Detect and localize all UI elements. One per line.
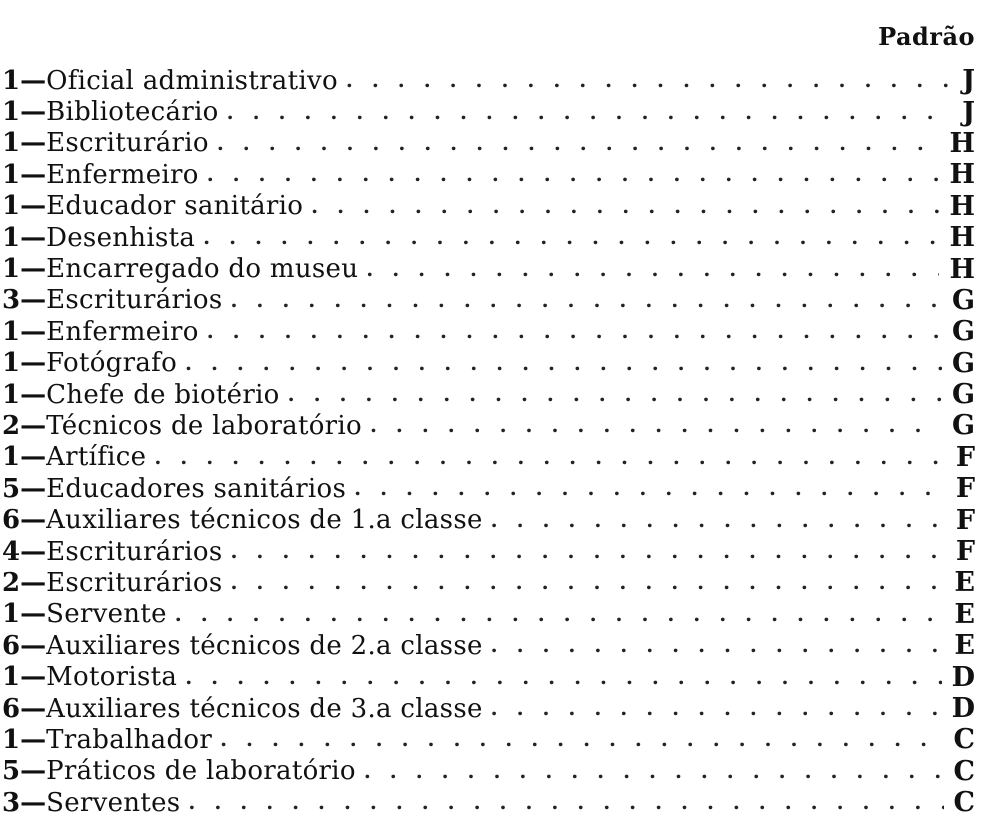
item-dash: — [20,630,47,661]
item-dash: — [20,787,47,818]
item-quantity: 1 [2,97,21,128]
item-grade: C [953,755,975,787]
item-grade: G [951,316,975,348]
list-item [0,473,975,504]
item-description: Auxiliares técnicos de 1.a classe [46,505,483,536]
item-grade: J [962,96,975,128]
item-dash: — [20,473,47,504]
item-quantity: 6 [2,505,21,536]
list-item [0,787,975,818]
dot-leader [491,693,942,724]
list-item [0,724,975,755]
item-grade: E [954,598,975,630]
item-grade: H [949,127,975,159]
item-description: Escriturários [46,285,223,316]
item-grade: H [949,222,975,254]
item-dash: — [20,191,47,222]
dot-leader [346,65,952,96]
item-grade: E [954,567,975,599]
item-description: Escriturários [46,536,223,567]
dot-leader [185,348,942,379]
dot-leader [227,97,953,128]
item-grade: H [949,190,975,222]
item-dash: — [20,159,47,190]
list-item [0,222,975,253]
dot-leader [220,724,943,755]
item-description: Técnicos de laboratório [46,410,362,441]
item-dash: — [20,442,47,473]
list-item [0,630,975,661]
list-item [0,379,975,410]
list-item [0,191,975,222]
dot-leader [154,442,945,473]
dot-leader [354,473,946,504]
item-quantity: 1 [2,254,21,285]
item-quantity: 5 [2,756,21,787]
dot-leader [311,191,939,222]
item-description: Escriturários [46,567,223,598]
item-description: Auxiliares técnicos de 3.a classe [46,693,483,724]
dot-leader [175,599,945,630]
item-quantity: 1 [2,159,21,190]
item-grade: H [949,253,975,285]
dot-leader [207,159,940,190]
item-grade: F [955,473,975,505]
list-item [0,128,975,159]
item-description: Práticos de laboratório [46,756,356,787]
item-dash: — [20,348,47,379]
list-item [0,756,975,787]
item-description: Auxiliares técnicos de 2.a classe [46,630,483,661]
item-description: Artífice [46,442,147,473]
item-dash: — [20,254,47,285]
item-quantity: 1 [2,599,21,630]
item-grade: D [951,693,975,724]
list-item [0,285,975,316]
item-dash: — [20,693,47,724]
item-quantity: 3 [2,285,21,316]
dot-leader [364,756,944,787]
staff-list [0,65,975,818]
item-dash: — [20,285,47,316]
item-description: Serventes [46,787,181,818]
item-dash: — [20,662,47,693]
dot-leader [366,254,939,285]
column-header-padrao: Padrão [878,22,975,51]
item-dash: — [20,97,47,128]
item-description: Educador sanitário [46,191,304,222]
dot-leader [185,662,941,693]
item-description: Escriturário [46,128,209,159]
list-item [0,96,975,127]
list-item [0,442,975,473]
item-grade: G [951,347,975,379]
dot-leader [188,787,943,818]
item-quantity: 6 [2,630,21,661]
item-quantity: 4 [2,536,21,567]
item-quantity: 1 [2,128,21,159]
item-description: Bibliotecário [46,97,219,128]
item-quantity: 1 [2,348,21,379]
item-description: Servente [46,599,167,630]
item-grade: C [953,724,975,756]
item-quantity: 1 [2,379,21,410]
dot-leader [231,536,946,567]
list-item [0,567,975,598]
item-grade: D [951,661,975,693]
item-dash: — [20,756,47,787]
list-item [0,536,975,567]
item-description: Desenhista [46,222,196,253]
item-dash: — [20,505,47,536]
item-description: Motorista [46,662,178,693]
item-grade: J [962,65,975,97]
item-grade: C [953,787,975,819]
item-dash: — [20,567,47,598]
list-item [0,65,975,96]
dot-leader [491,630,945,661]
item-quantity: 5 [2,473,21,504]
item-dash: — [20,410,47,441]
item-quantity: 1 [2,222,21,253]
list-item [0,253,975,284]
dot-leader [231,567,945,598]
list-item [0,159,975,190]
list-item [0,693,975,724]
item-quantity: 3 [2,787,21,818]
list-item [0,661,975,692]
item-quantity: 1 [2,442,21,473]
item-dash: — [20,65,47,96]
item-description: Encarregado do museu [46,254,359,285]
item-grade: H [949,159,975,191]
item-grade: E [954,630,975,662]
dot-leader [231,285,942,316]
item-dash: — [20,536,47,567]
list-item [0,348,975,379]
item-description: Enfermeiro [46,159,199,190]
dot-leader [207,316,942,347]
item-dash: — [20,222,47,253]
item-quantity: 2 [2,410,21,441]
item-quantity: 6 [2,693,21,724]
item-dash: — [20,379,47,410]
item-dash: — [20,128,47,159]
item-grade: G [951,410,975,442]
item-grade: F [955,536,975,568]
dot-leader [370,410,942,441]
item-quantity: 1 [2,316,21,347]
item-dash: — [20,316,47,347]
dot-leader [203,222,939,253]
item-quantity: 1 [2,65,21,96]
item-quantity: 1 [2,724,21,755]
list-item [0,599,975,630]
item-dash: — [20,599,47,630]
list-item [0,410,975,441]
item-grade: F [955,504,975,536]
dot-leader [217,128,940,159]
item-description: Enfermeiro [46,316,199,347]
item-quantity: 1 [2,191,21,222]
item-grade: G [951,284,975,316]
item-quantity: 1 [2,662,21,693]
list-item [0,504,975,535]
item-description: Chefe de biotério [46,379,280,410]
dot-leader [288,379,942,410]
item-dash: — [20,724,47,755]
dot-leader [491,505,946,536]
item-description: Oficial administrativo [46,65,338,96]
item-description: Fotógrafo [46,348,178,379]
item-description: Educadores sanitários [46,473,347,504]
item-quantity: 2 [2,567,21,598]
item-description: Trabalhador [46,724,213,755]
item-grade: G [951,379,975,411]
list-item [0,316,975,347]
item-grade: F [955,441,975,473]
